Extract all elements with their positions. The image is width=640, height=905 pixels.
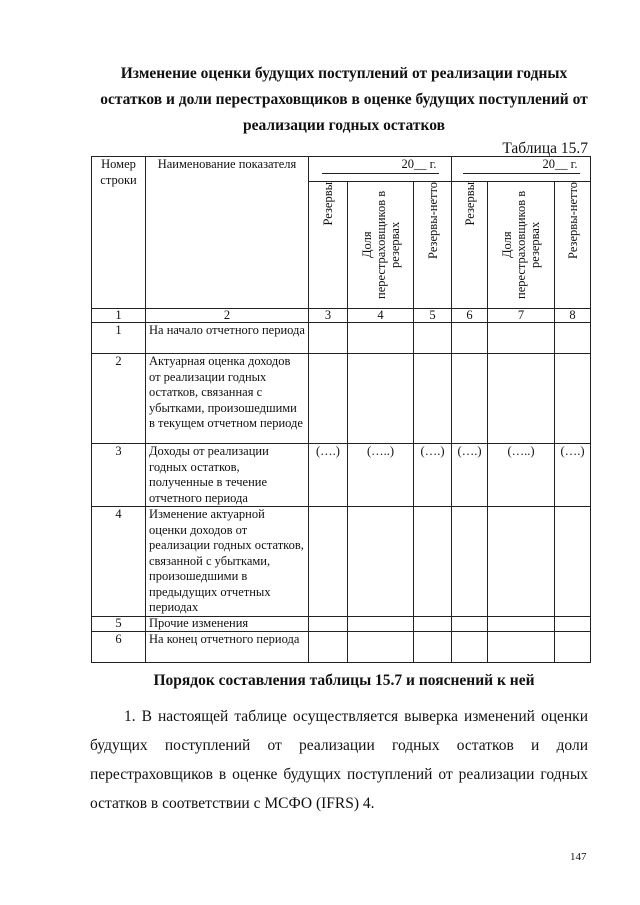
- table-row: [92, 323, 591, 354]
- table-cell: [452, 323, 488, 354]
- table-cell: [348, 507, 414, 617]
- table-cell: (….): [452, 444, 488, 507]
- table-cell: [414, 616, 452, 631]
- column-number: 3: [309, 309, 348, 323]
- table-cell: [348, 631, 414, 662]
- table-cell: [488, 616, 555, 631]
- header-column: [488, 182, 555, 309]
- column-number: 6: [452, 309, 488, 323]
- table-cell: [414, 631, 452, 662]
- row-name: Прочие изменения: [146, 616, 309, 631]
- table-cell: [309, 507, 348, 617]
- column-number: 4: [348, 309, 414, 323]
- header-column: [348, 182, 414, 309]
- row-number: 1: [92, 323, 146, 354]
- table-cell: [414, 354, 452, 444]
- section-heading: Порядок составления таблицы 15.7 и пояснений к ней: [153, 672, 535, 689]
- year-label-1: 20__ г.: [322, 157, 439, 174]
- header-column-label: Резервы: [321, 182, 335, 226]
- header-column: [414, 182, 452, 309]
- header-row-number: Номер строки: [92, 157, 146, 309]
- table-cell: [309, 323, 348, 354]
- header-indicator-name: Наименование показателя: [146, 157, 309, 309]
- column-number: 8: [555, 309, 591, 323]
- table-cell: [555, 616, 591, 631]
- row-name: На конец отчетного периода: [146, 631, 309, 662]
- table-cell: (…..): [488, 444, 555, 507]
- header-column: [309, 182, 348, 309]
- document-title: Изменение оценки будущих поступлений от реализации годных остатков и доли перестраховщиков в оценке будущих поступлений от реализации годных остатков: [100, 65, 588, 134]
- row-name: Доходы от реализации годных остатков, полученные в течение отчетного периода: [146, 444, 309, 507]
- table-cell: (….): [414, 444, 452, 507]
- header-column-label: Резервы-нетто: [425, 182, 440, 259]
- row-name: На начало отчетного периода: [146, 323, 309, 354]
- table-cell: [348, 323, 414, 354]
- row-name: Изменение актуарной оценки доходов от реализации годных остатков, связанной с убытками, произошедшими в предыдущих отчетных периодах: [146, 507, 309, 617]
- header-column-label: Резервы-нетто: [565, 182, 580, 259]
- table-cell: [348, 354, 414, 444]
- table-row: [92, 507, 591, 617]
- table-cell: [309, 616, 348, 631]
- table-cell: [555, 323, 591, 354]
- reserves-table: [91, 156, 591, 663]
- table-cell: [488, 354, 555, 444]
- row-number: 3: [92, 444, 146, 507]
- row-name: Актуарная оценка доходов от реализации годных остатков, связанная с убытками, произошедшими в текущем отчетном периоде: [146, 354, 309, 444]
- row-number: 6: [92, 631, 146, 662]
- table-cell: [414, 323, 452, 354]
- column-number: 1: [92, 309, 146, 323]
- table-row: [92, 444, 591, 507]
- table-cell: [309, 354, 348, 444]
- table-cell: (….): [555, 444, 591, 507]
- table-cell: [555, 507, 591, 617]
- header-column: [555, 182, 591, 309]
- table-cell: [488, 323, 555, 354]
- table-cell: [414, 507, 452, 617]
- table-cell: (…..): [348, 444, 414, 507]
- page-number: 147: [570, 851, 587, 863]
- header-year-2: [452, 157, 591, 182]
- body-paragraph: 1. В настоящей таблице осуществляется выверка изменений оценки будущих поступлений от реализации годных остатков и доли перестраховщиков в оценке будущих поступлений от реализации годных остатков в соответствии с МСФО (IFRS) 4.: [90, 708, 588, 812]
- table-cell: [452, 507, 488, 617]
- row-number: 5: [92, 616, 146, 631]
- table-cell: [452, 616, 488, 631]
- column-number: 7: [488, 309, 555, 323]
- table-cell: [452, 631, 488, 662]
- table-cell: [488, 507, 555, 617]
- header-column-label: Доля перестраховщиков в резервах: [500, 190, 543, 300]
- row-number: 2: [92, 354, 146, 444]
- table-cell: (….): [309, 444, 348, 507]
- header-column-label: Резервы: [462, 182, 477, 226]
- table-row: [92, 354, 591, 444]
- header-column-label: Доля перестраховщиков в резервах: [359, 190, 402, 300]
- table-cell: [555, 631, 591, 662]
- column-number: 2: [146, 309, 309, 323]
- table-cell: [488, 631, 555, 662]
- table-row: [92, 616, 591, 631]
- year-label-2: 20__ г.: [463, 157, 580, 174]
- table-row: [92, 631, 591, 662]
- table-cell: [555, 354, 591, 444]
- table-cell: [309, 631, 348, 662]
- column-number-row: [92, 309, 591, 323]
- column-number: 5: [414, 309, 452, 323]
- row-number: 4: [92, 507, 146, 617]
- header-year-1: [309, 157, 452, 182]
- table-header-row: [92, 157, 591, 182]
- table-label: Таблица 15.7: [502, 140, 588, 157]
- header-column: [452, 182, 488, 309]
- table-cell: [348, 616, 414, 631]
- table-cell: [452, 354, 488, 444]
